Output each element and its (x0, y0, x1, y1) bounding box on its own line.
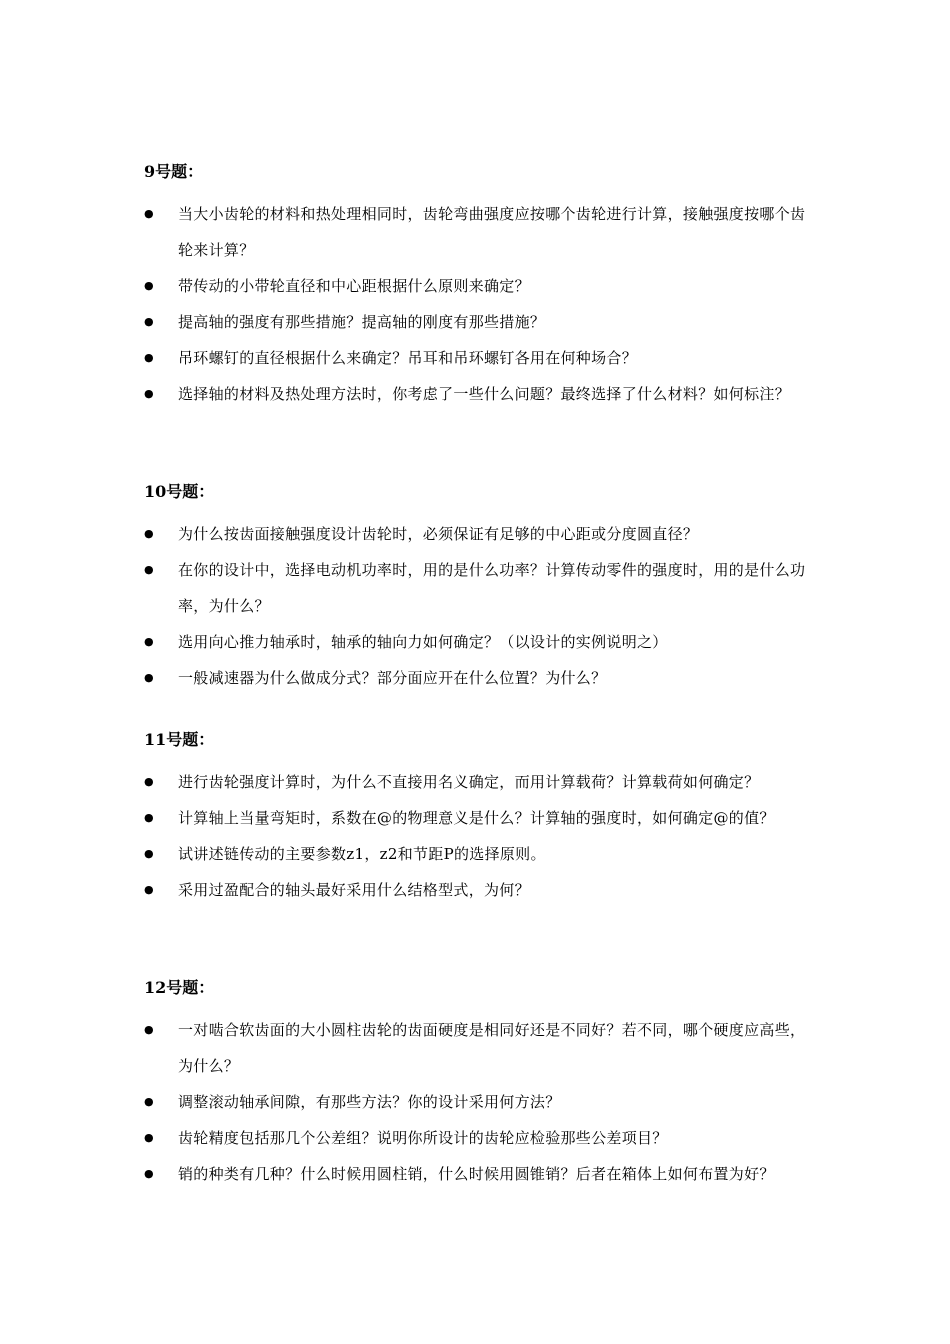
list-item (144, 1120, 814, 1156)
question-text: 带传动的小带轮直径和中心距根据什么原则来确定？ (178, 277, 530, 295)
question-text: 为什么按齿面接触强度设计齿轮时，必须保证有足够的中心距或分度圆直径？ (178, 525, 699, 543)
list-item (144, 836, 814, 872)
question-section-12 (144, 976, 814, 1192)
bullet-icon: ● (144, 1023, 154, 1036)
list-item (144, 1084, 814, 1120)
list-item (144, 268, 814, 304)
bullet-icon: ● (144, 775, 154, 788)
bullet-icon: ● (144, 351, 154, 364)
question-text: 选用向心推力轴承时，轴承的轴向力如何确定？（以设计的实例说明之） (178, 633, 668, 651)
list-item (144, 624, 814, 660)
list-item (144, 196, 814, 268)
question-text: 齿轮精度包括那几个公差组？说明你所设计的齿轮应检验那些公差项目？ (178, 1129, 668, 1147)
section-title: 12号题： (144, 978, 215, 997)
question-text: 当大小齿轮的材料和热处理相同时，齿轮弯曲强度应按哪个齿轮进行计算，接触强度按哪个齿轮来计算？ (178, 205, 806, 259)
question-text: 计算轴上当量弯矩时，系数在@的物理意义是什么？计算轴的强度时，如何确定@的值？ (178, 809, 775, 827)
question-text: 在你的设计中，选择电动机功率时，用的是什么功率？计算传动零件的强度时，用的是什么功率，为什么？ (178, 561, 806, 615)
list-item (144, 872, 814, 908)
bullet-icon: ● (144, 811, 154, 824)
list-item (144, 340, 814, 376)
question-section-9 (144, 160, 814, 412)
list-item (144, 304, 814, 340)
list-item (144, 764, 814, 800)
question-text: 进行齿轮强度计算时，为什么不直接用名义确定，而用计算载荷？计算载荷如何确定？ (178, 773, 760, 791)
bullet-icon: ● (144, 883, 154, 896)
list-item (144, 516, 814, 552)
question-text: 调整滚动轴承间隙，有那些方法？你的设计采用何方法？ (178, 1093, 561, 1111)
question-text: 提高轴的强度有那些措施？提高轴的刚度有那些措施？ (178, 313, 546, 331)
bullet-icon: ● (144, 1095, 154, 1108)
section-title: 10号题： (144, 482, 215, 501)
question-section-11 (144, 728, 814, 908)
bullet-icon: ● (144, 279, 154, 292)
question-text: 一般减速器为什么做成分式？部分面应开在什么位置？为什么？ (178, 669, 607, 687)
question-list (144, 516, 814, 696)
list-item (144, 1012, 814, 1084)
question-text: 试讲述链传动的主要参数z1，z2和节距P的选择原则。 (178, 845, 546, 863)
question-list (144, 1012, 814, 1192)
question-text: 吊环螺钉的直径根据什么来确定？吊耳和吊环螺钉各用在何种场合？ (178, 349, 638, 367)
question-section-10 (144, 480, 814, 696)
question-text: 销的种类有几种？什么时候用圆柱销，什么时候用圆锥销？后者在箱体上如何布置为好？ (178, 1165, 775, 1183)
question-text: 选择轴的材料及热处理方法时，你考虑了一些什么问题？最终选择了什么材料？如何标注？ (178, 385, 791, 403)
bullet-icon: ● (144, 207, 154, 220)
list-item (144, 1156, 814, 1192)
list-item (144, 376, 814, 412)
list-item (144, 552, 814, 624)
bullet-icon: ● (144, 847, 154, 860)
list-item (144, 660, 814, 696)
bullet-icon: ● (144, 1131, 154, 1144)
section-title: 11号题： (144, 730, 215, 749)
bullet-icon: ● (144, 1167, 154, 1180)
list-item (144, 800, 814, 836)
bullet-icon: ● (144, 563, 154, 576)
question-list (144, 764, 814, 908)
bullet-icon: ● (144, 315, 154, 328)
bullet-icon: ● (144, 671, 154, 684)
question-text: 采用过盈配合的轴头最好采用什么结格型式，为何？ (178, 881, 530, 899)
bullet-icon: ● (144, 387, 154, 400)
bullet-icon: ● (144, 635, 154, 648)
bullet-icon: ● (144, 527, 154, 540)
section-title: 9号题： (144, 162, 204, 181)
question-text: 一对啮合软齿面的大小圆柱齿轮的齿面硬度是相同好还是不同好？若不同，哪个硬度应高些，为什么？ (178, 1021, 806, 1075)
question-list (144, 196, 814, 412)
